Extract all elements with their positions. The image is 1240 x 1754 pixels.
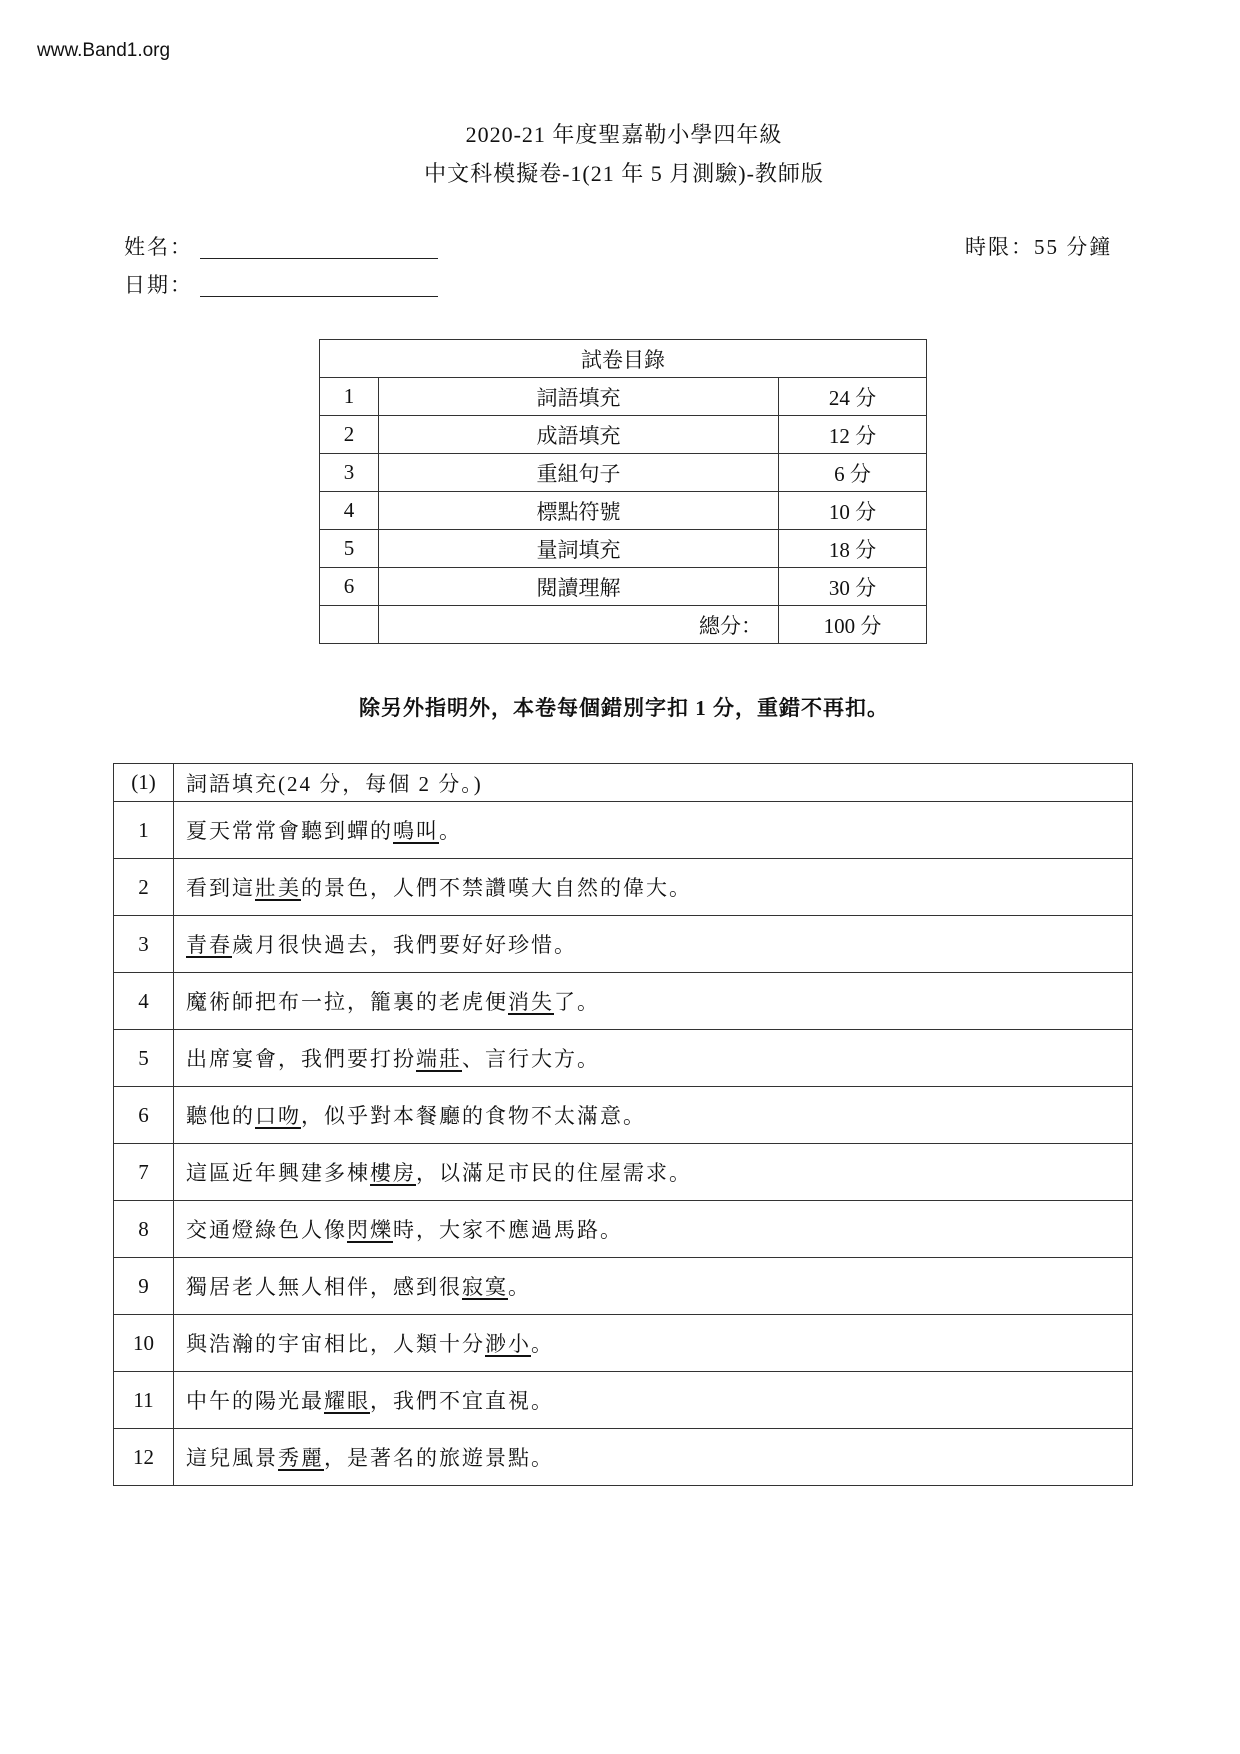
question-number: 10	[114, 1315, 174, 1372]
question-number: 8	[114, 1201, 174, 1258]
question-number: 3	[114, 916, 174, 973]
question-row	[114, 1087, 1133, 1144]
answer-word: 寂寞	[462, 1275, 508, 1299]
date-label: 日期：	[124, 273, 193, 297]
text-before: 交通燈綠色人像	[186, 1218, 347, 1242]
question-text	[174, 1030, 1133, 1087]
text-after: 。	[531, 1332, 554, 1356]
question-number: 4	[114, 973, 174, 1030]
total-label: 總分：	[379, 606, 779, 644]
question-text	[174, 859, 1133, 916]
question-row	[114, 1315, 1133, 1372]
text-after: ，我們不宜直視。	[370, 1389, 554, 1413]
question-number: 9	[114, 1258, 174, 1315]
section-heading: 詞語填充(24 分，每個 2 分。)	[174, 764, 1133, 802]
question-number: 11	[114, 1372, 174, 1429]
contents-score: 30 分	[779, 568, 927, 606]
question-text	[174, 1144, 1133, 1201]
text-before: 看到這	[186, 876, 255, 900]
answer-word: 消失	[508, 990, 554, 1014]
contents-section: 標點符號	[379, 492, 779, 530]
text-after: 。	[508, 1275, 531, 1299]
contents-section: 閱讀理解	[379, 568, 779, 606]
contents-row	[320, 454, 927, 492]
text-before: 聽他的	[186, 1104, 255, 1128]
text-before: 獨居老人無人相伴，感到很	[186, 1275, 462, 1299]
contents-score: 10 分	[779, 492, 927, 530]
text-after: ，以滿足市民的住屋需求。	[416, 1161, 692, 1185]
question-number: 12	[114, 1429, 174, 1486]
contents-row	[320, 492, 927, 530]
question-text	[174, 1315, 1133, 1372]
contents-section: 量詞填充	[379, 530, 779, 568]
question-row	[114, 1144, 1133, 1201]
text-before: 夏天常常會聽到蟬的	[186, 819, 393, 843]
contents-score: 6 分	[779, 454, 927, 492]
answer-word: 口吻	[255, 1104, 301, 1128]
marking-note: 除另外指明外，本卷每個錯別字扣 1 分，重錯不再扣。	[359, 696, 889, 720]
name-field[interactable]	[200, 258, 438, 259]
contents-row	[320, 530, 927, 568]
name-label: 姓名：	[124, 235, 193, 259]
text-before: 魔術師把布一拉，籠裏的老虎便	[186, 990, 508, 1014]
text-after: 歲月很快過去，我們要好好珍惜。	[232, 933, 577, 957]
text-after: 、言行大方。	[462, 1047, 600, 1071]
question-text	[174, 1429, 1133, 1486]
text-before: 這區近年興建多棟	[186, 1161, 370, 1185]
question-number: 1	[114, 802, 174, 859]
answer-word: 鳴叫	[393, 819, 439, 843]
question-row	[114, 916, 1133, 973]
question-row	[114, 802, 1133, 859]
contents-row	[320, 416, 927, 454]
answer-word: 閃爍	[347, 1218, 393, 1242]
question-text	[174, 916, 1133, 973]
contents-row	[320, 568, 927, 606]
contents-no: 1	[320, 378, 379, 416]
contents-section: 詞語填充	[379, 378, 779, 416]
contents-row	[320, 378, 927, 416]
question-number: 7	[114, 1144, 174, 1201]
time-limit: 時限：55 分鐘	[965, 235, 1113, 259]
question-row	[114, 1030, 1133, 1087]
text-after: 。	[439, 819, 462, 843]
text-after: 時，大家不應過馬路。	[393, 1218, 623, 1242]
contents-no: 6	[320, 568, 379, 606]
question-row	[114, 973, 1133, 1030]
question-text	[174, 1372, 1133, 1429]
answer-word: 渺小	[485, 1332, 531, 1356]
answer-word: 秀麗	[278, 1446, 324, 1470]
section1-table	[113, 763, 1133, 1486]
contents-no: 2	[320, 416, 379, 454]
text-after: ，是著名的旅遊景點。	[324, 1446, 554, 1470]
text-before: 這兒風景	[186, 1446, 278, 1470]
text-before: 出席宴會，我們要打扮	[186, 1047, 416, 1071]
question-text	[174, 1258, 1133, 1315]
contents-heading: 試卷目錄	[320, 340, 927, 378]
question-row	[114, 859, 1133, 916]
title-line1: 2020-21 年度聖嘉勒小學四年級	[465, 122, 783, 147]
question-text	[174, 1087, 1133, 1144]
answer-word: 壯美	[255, 876, 301, 900]
contents-no: 3	[320, 454, 379, 492]
contents-section: 重組句子	[379, 454, 779, 492]
contents-section: 成語填充	[379, 416, 779, 454]
contents-score: 24 分	[779, 378, 927, 416]
answer-word: 青春	[186, 933, 232, 957]
contents-score: 18 分	[779, 530, 927, 568]
contents-no: 5	[320, 530, 379, 568]
contents-table	[319, 339, 927, 644]
contents-score: 12 分	[779, 416, 927, 454]
contents-no: 4	[320, 492, 379, 530]
text-after: 了。	[554, 990, 600, 1014]
date-field[interactable]	[200, 296, 438, 297]
question-number: 5	[114, 1030, 174, 1087]
question-row	[114, 1258, 1133, 1315]
text-after: 的景色，人們不禁讚嘆大自然的偉大。	[301, 876, 692, 900]
text-before: 與浩瀚的宇宙相比，人類十分	[186, 1332, 485, 1356]
question-row	[114, 1201, 1133, 1258]
site-watermark: www.Band1.org	[37, 40, 171, 61]
title-line2: 中文科模擬卷-1(21 年 5 月測驗)-教師版	[424, 161, 824, 186]
text-after: ，似乎對本餐廳的食物不太滿意。	[301, 1104, 646, 1128]
question-text	[174, 802, 1133, 859]
question-row	[114, 1372, 1133, 1429]
question-number: 2	[114, 859, 174, 916]
question-text	[174, 1201, 1133, 1258]
question-number: 6	[114, 1087, 174, 1144]
answer-word: 耀眼	[324, 1389, 370, 1413]
question-text	[174, 973, 1133, 1030]
answer-word: 樓房	[370, 1161, 416, 1185]
answer-word: 端莊	[416, 1047, 462, 1071]
section-number: (1)	[114, 764, 174, 802]
text-before: 中午的陽光最	[186, 1389, 324, 1413]
total-score: 100 分	[779, 606, 927, 644]
question-row	[114, 1429, 1133, 1486]
